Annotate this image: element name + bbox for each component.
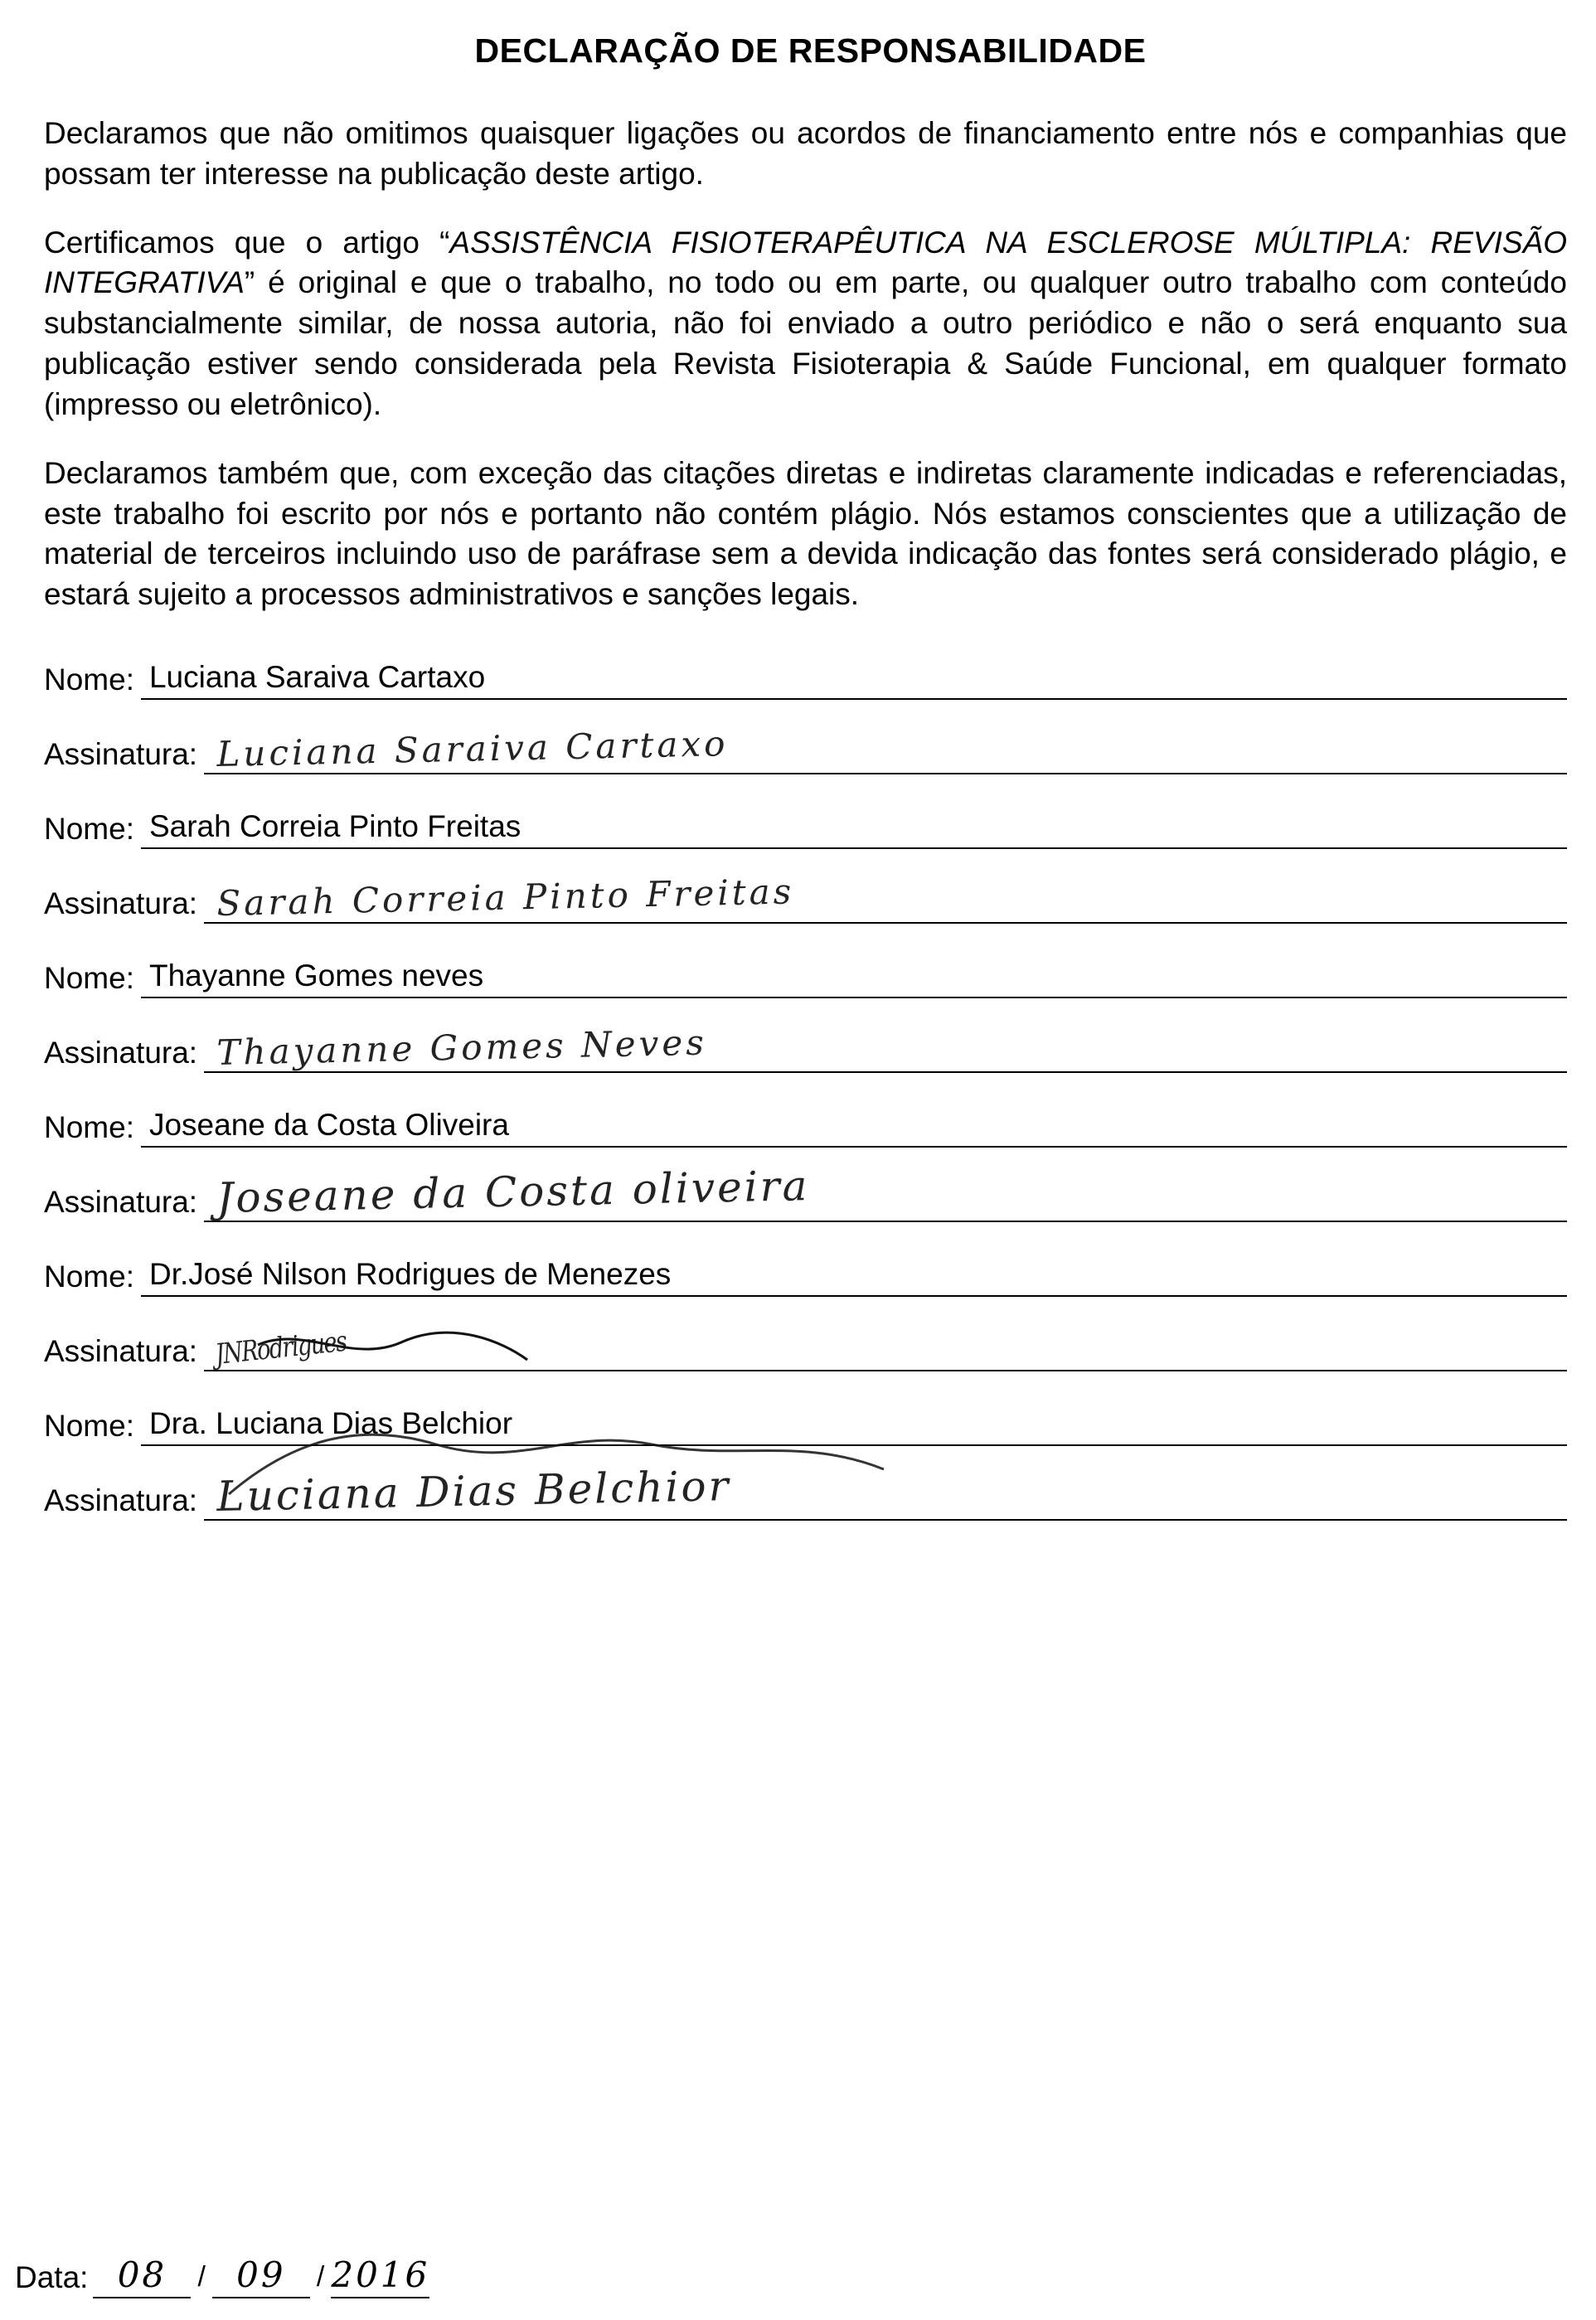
- name-value: Dra. Luciana Dias Belchior: [148, 1406, 513, 1441]
- date-month[interactable]: 09: [212, 2254, 310, 2298]
- name-value: Luciana Saraiva Cartaxo: [148, 660, 486, 695]
- date-separator: /: [316, 2261, 325, 2293]
- name-value: Dr.José Nilson Rodrigues de Menezes: [148, 1257, 672, 1292]
- name-field[interactable]: [141, 1109, 1567, 1148]
- signature-value: Joseane da Costa oliveira: [216, 1162, 810, 1223]
- signature-list: [44, 647, 1567, 1521]
- signature-label: Assinatura:: [44, 1185, 198, 1220]
- name-row: [44, 796, 1567, 849]
- signature-value: Thayanne Gomes Neves: [216, 1022, 708, 1074]
- name-field[interactable]: [141, 1259, 1567, 1297]
- name-row: [44, 1244, 1567, 1297]
- name-row: [44, 1393, 1567, 1446]
- paragraph-originality-lead: Certificamos que o artigo “: [44, 225, 450, 260]
- signature-value: Luciana Dias Belchior: [216, 1462, 732, 1522]
- article-title: ASSISTÊNCIA FISIOTERAPÊUTICA NA ESCLEROSE MÚLTIPLA: REVISÃO INTEGRATIVA: [44, 225, 1567, 300]
- name-value: Thayanne Gomes neves: [148, 959, 484, 993]
- date-year[interactable]: 2016: [331, 2254, 429, 2298]
- signature-row: [44, 1462, 1567, 1522]
- signature-label: Assinatura:: [44, 1334, 198, 1369]
- signature-field[interactable]: [204, 1462, 1567, 1522]
- name-label: Nome:: [44, 961, 134, 996]
- name-label: Nome:: [44, 1259, 134, 1294]
- signature-label: Assinatura:: [44, 737, 198, 772]
- name-row: [44, 1094, 1567, 1148]
- name-field[interactable]: [141, 960, 1567, 998]
- date-label: Data:: [15, 2260, 89, 2294]
- paragraph-originality: [44, 223, 1567, 425]
- signature-field[interactable]: [204, 1022, 1567, 1074]
- signature-row: [44, 1020, 1567, 1073]
- name-field[interactable]: [141, 811, 1567, 849]
- date-day[interactable]: 08: [93, 2254, 191, 2298]
- name-label: Nome:: [44, 812, 134, 847]
- name-label: Nome:: [44, 1409, 134, 1444]
- signature-row: [44, 871, 1567, 924]
- date-row: [15, 2254, 434, 2298]
- signature-label: Assinatura:: [44, 886, 198, 921]
- signature-row: [44, 1162, 1567, 1223]
- name-field[interactable]: [141, 662, 1567, 700]
- signature-field[interactable]: [204, 1324, 1567, 1372]
- signature-label: Assinatura:: [44, 1036, 198, 1070]
- document-page: [0, 32, 1596, 2320]
- signature-field[interactable]: [204, 1162, 1567, 1223]
- name-row: [44, 945, 1567, 998]
- paragraph-financing: Declaramos que não omitimos quaisquer ligações ou acordos de financiamento entre nós e companhias que possam ter interesse na publicação deste artigo.: [44, 116, 1567, 191]
- name-value: Joseane da Costa Oliveira: [148, 1108, 509, 1143]
- document-body: [29, 114, 1567, 1521]
- signature-row: [44, 721, 1567, 774]
- name-label: Nome:: [44, 1110, 134, 1145]
- signature-value: Luciana Saraiva Cartaxo: [216, 723, 729, 775]
- signature-label: Assinatura:: [44, 1483, 198, 1518]
- paragraph-originality-tail: ” é original e que o trabalho, no todo ou em parte, ou qualquer outro trabalho com conteúdo substancialmente similar, de nossa autoria, não foi enviado a outro periódico e não o será enquanto sua publicação estiver sendo considerada pela Revista Fisioterapia & Saúde Funcional, em qualquer formato (impresso ou eletrônico).: [44, 265, 1567, 421]
- page-title: DECLARAÇÃO DE RESPONSABILIDADE: [474, 32, 1147, 70]
- signature-field[interactable]: [204, 723, 1567, 775]
- paragraph-plagiarism: Declaramos também que, com exceção das citações diretas e indiretas claramente indicadas e referenciadas, este trabalho foi escrito por nós e portanto não contém plágio. Nós estamos conscientes que a utilização de material de terceiros incluindo uso de paráfrase sem a devida indicação das fontes será considerado plágio, e estará sujeito a processos administrativos e sanções legais.: [44, 455, 1567, 612]
- signature-value: JNRodrigues: [213, 1324, 348, 1372]
- signature-row: [44, 1318, 1567, 1371]
- signature-field[interactable]: [204, 871, 1567, 925]
- name-field[interactable]: [141, 1408, 1567, 1446]
- name-label: Nome:: [44, 663, 134, 697]
- date-separator: /: [197, 2261, 206, 2293]
- name-value: Sarah Correia Pinto Freitas: [148, 809, 521, 844]
- name-row: [44, 647, 1567, 700]
- signature-value: Sarah Correia Pinto Freitas: [216, 871, 795, 925]
